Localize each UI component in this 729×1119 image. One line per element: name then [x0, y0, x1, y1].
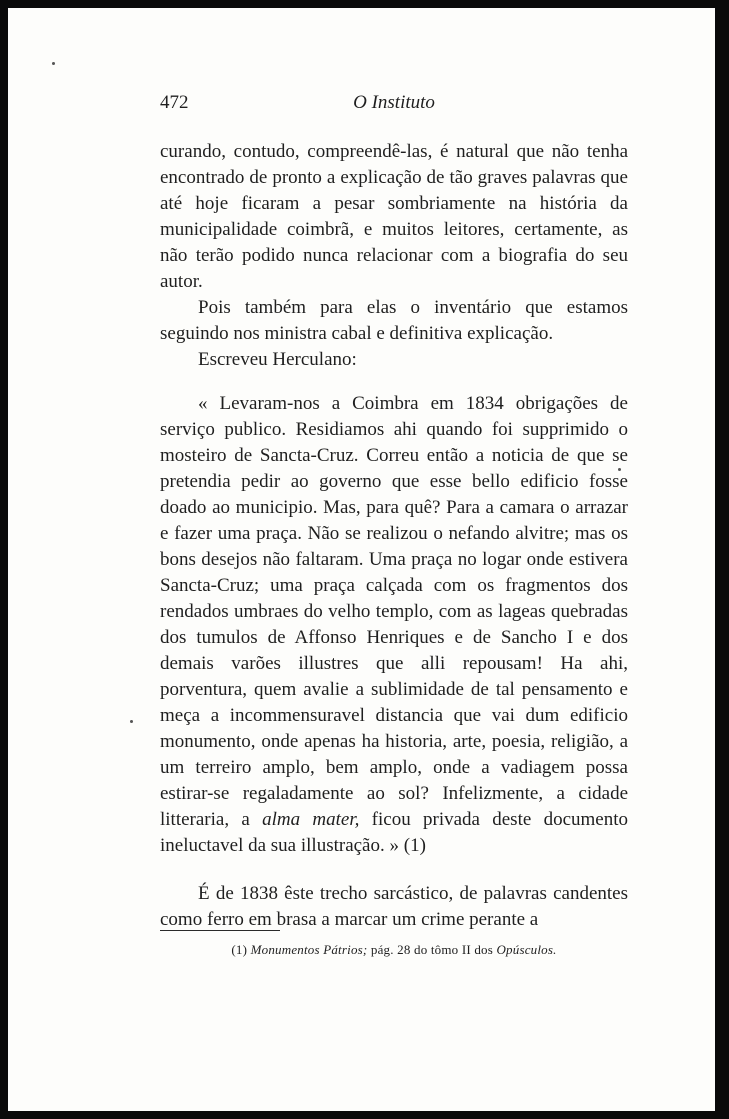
body-text — [160, 139, 628, 933]
quotation-italic-phrase: alma mater, — [262, 809, 360, 830]
quotation-text-a: « Levaram-nos a Coimbra em 1834 obrigações de serviço publico. Residiamos ahi quando foi supprimido o mosteiro de Sancta-Cruz. Correu então a noticia de que se pretendia pedir ao governo que esse bello edificio fosse doado ao municipio. Mas, para quê? Para a camara o arrazar e fazer uma praça. Não se realizou o nefando alvitre; mas os bons desejos não faltaram. Uma praça no logar onde estivera Sancta-Cruz; uma praça calçada com os fragmentos dos rendados umbraes do velho templo, com as lageas quebradas dos tumulos de Affonso Henriques e de Sancho I e dos demais varões illustres que alli repousam! Ha ahi, porventura, quem avalie a sublimidade de tal pensamento e meça a incommensuravel distancia que vai dum edificio monumento, onde apenas ha historia, arte, poesia, religião, a um terreiro amplo, bem amplo, onde a vadiagem possa estirar-se regaladamente ao sol? Infelizmente, a cidade litteraria, a — [160, 393, 628, 830]
scan-border-right — [715, 0, 729, 1119]
running-title: O Instituto — [353, 92, 435, 113]
footnote — [160, 942, 628, 958]
block-quotation — [160, 391, 628, 859]
footnote-work-title: Monumentos Pátrios; — [250, 942, 368, 957]
page-header — [160, 92, 628, 122]
footnote-collection-title: Opúsculos. — [496, 942, 557, 957]
quotation-text-b: ficou privada deste documento ineluctavel da sua illustração. » (1) — [160, 809, 628, 856]
footnote-marker: (1) — [231, 942, 248, 957]
page-number: 472 — [160, 92, 189, 113]
spacer — [160, 859, 628, 881]
footnote-reference: pág. 28 do tômo II dos — [367, 942, 497, 957]
scan-border-top — [0, 0, 729, 8]
scan-speck — [130, 720, 133, 723]
scan-speck — [52, 62, 55, 65]
paragraph-inventory: Pois também para elas o inventário que estamos seguindo nos ministra cabal e definitiva explicação. — [160, 297, 628, 344]
paragraph-commentary: É de 1838 êste trecho sarcástico, de palavras candentes como ferro em brasa a marcar um crime perante a — [160, 883, 628, 930]
scan-border-left — [0, 0, 8, 1119]
paragraph-continuation: curando, contudo, compreendê-las, é natural que não tenha encontrado de pronto a explicação de tão graves palavras que até hoje ficaram a pesar sombriamente na história da municipalidade coimbrã, e muitos leitores, certamente, as não terão podido nunca relacionar com a biografia do seu autor. — [160, 141, 628, 292]
paragraph-intro-quote: Escreveu Herculano: — [198, 349, 357, 370]
footnote-rule — [160, 930, 280, 931]
scan-border-bottom — [0, 1111, 729, 1119]
scan-speck — [618, 468, 621, 471]
spacer — [160, 373, 628, 391]
